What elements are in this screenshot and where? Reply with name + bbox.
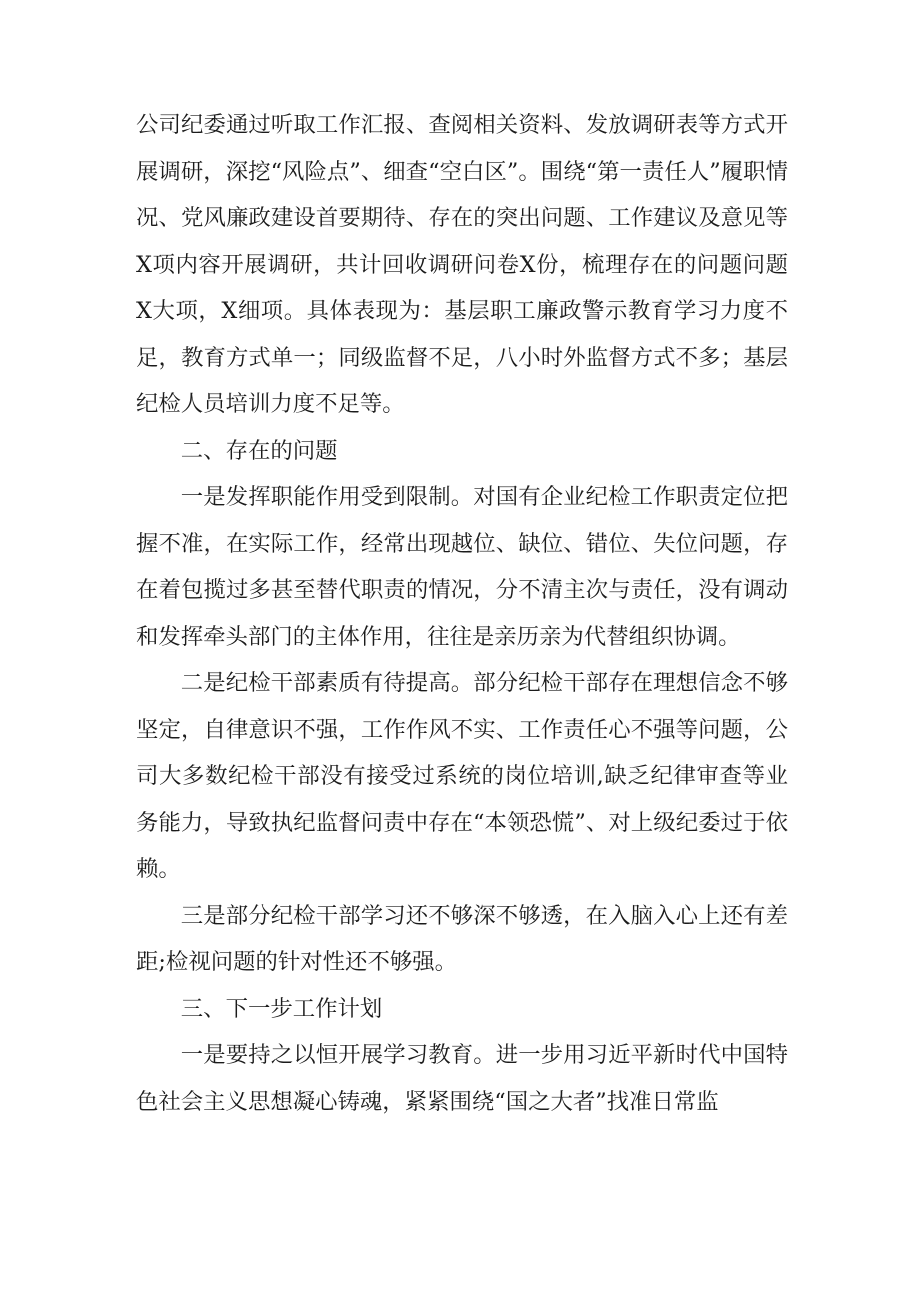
section-heading-problems: 二、存在的问题	[180, 437, 338, 464]
paragraph-problem-3: 三是部分纪检干部学习还不够深不够透，在入脑入心上还有差距;检视问题的针对性还不够强。	[136, 902, 788, 975]
paragraph-problem-1: 一是发挥职能作用受到限制。对国有企业纪检工作职责定位把握不准，在实际工作，经常出现越位、缺位、错位、失位问题，存在着包揽过多甚至替代职责的情况，分不清主次与责任，没有调动和发挥牵头部门的主体作用，往往是亲历亲为代替组织协调。	[136, 484, 788, 650]
paragraph-plan-1: 一是要持之以恒开展学习教育。进一步用习近平新时代中国特色社会主义思想凝心铸魂，紧紧围绕“国之大者”找准日常监	[136, 1042, 788, 1115]
section-heading-next-steps: 三、下一步工作计划	[180, 995, 383, 1022]
paragraph-problem-2: 二是纪检干部素质有待提高。部分纪检干部存在理想信念不够坚定，自律意识不强，工作作风不实、工作责任心不强等问题，公司大多数纪检干部没有接受过系统的岗位培训,缺乏纪律审查等业务能力，导致执纪监督问责中存在“本领恐慌”、对上级纪委过于依赖。	[136, 670, 788, 882]
paragraph-research-summary: 公司纪委通过听取工作汇报、查阅相关资料、发放调研表等方式开展调研，深挖“风险点”、细查“空白区”。围绕“第一责任人”履职情况、党风廉政建设首要期待、存在的突出问题、工作建议及意见等X项内容开展调研，共计回收调研问卷X份，梳理存在的问题问题X大项，X细项。具体表现为：基层职工廉政警示教育学习力度不足，教育方式单一；同级监督不足，八小时外监督方式不多；基层纪检人员培训力度不足等。	[136, 112, 788, 417]
document-body	[136, 102, 788, 1125]
